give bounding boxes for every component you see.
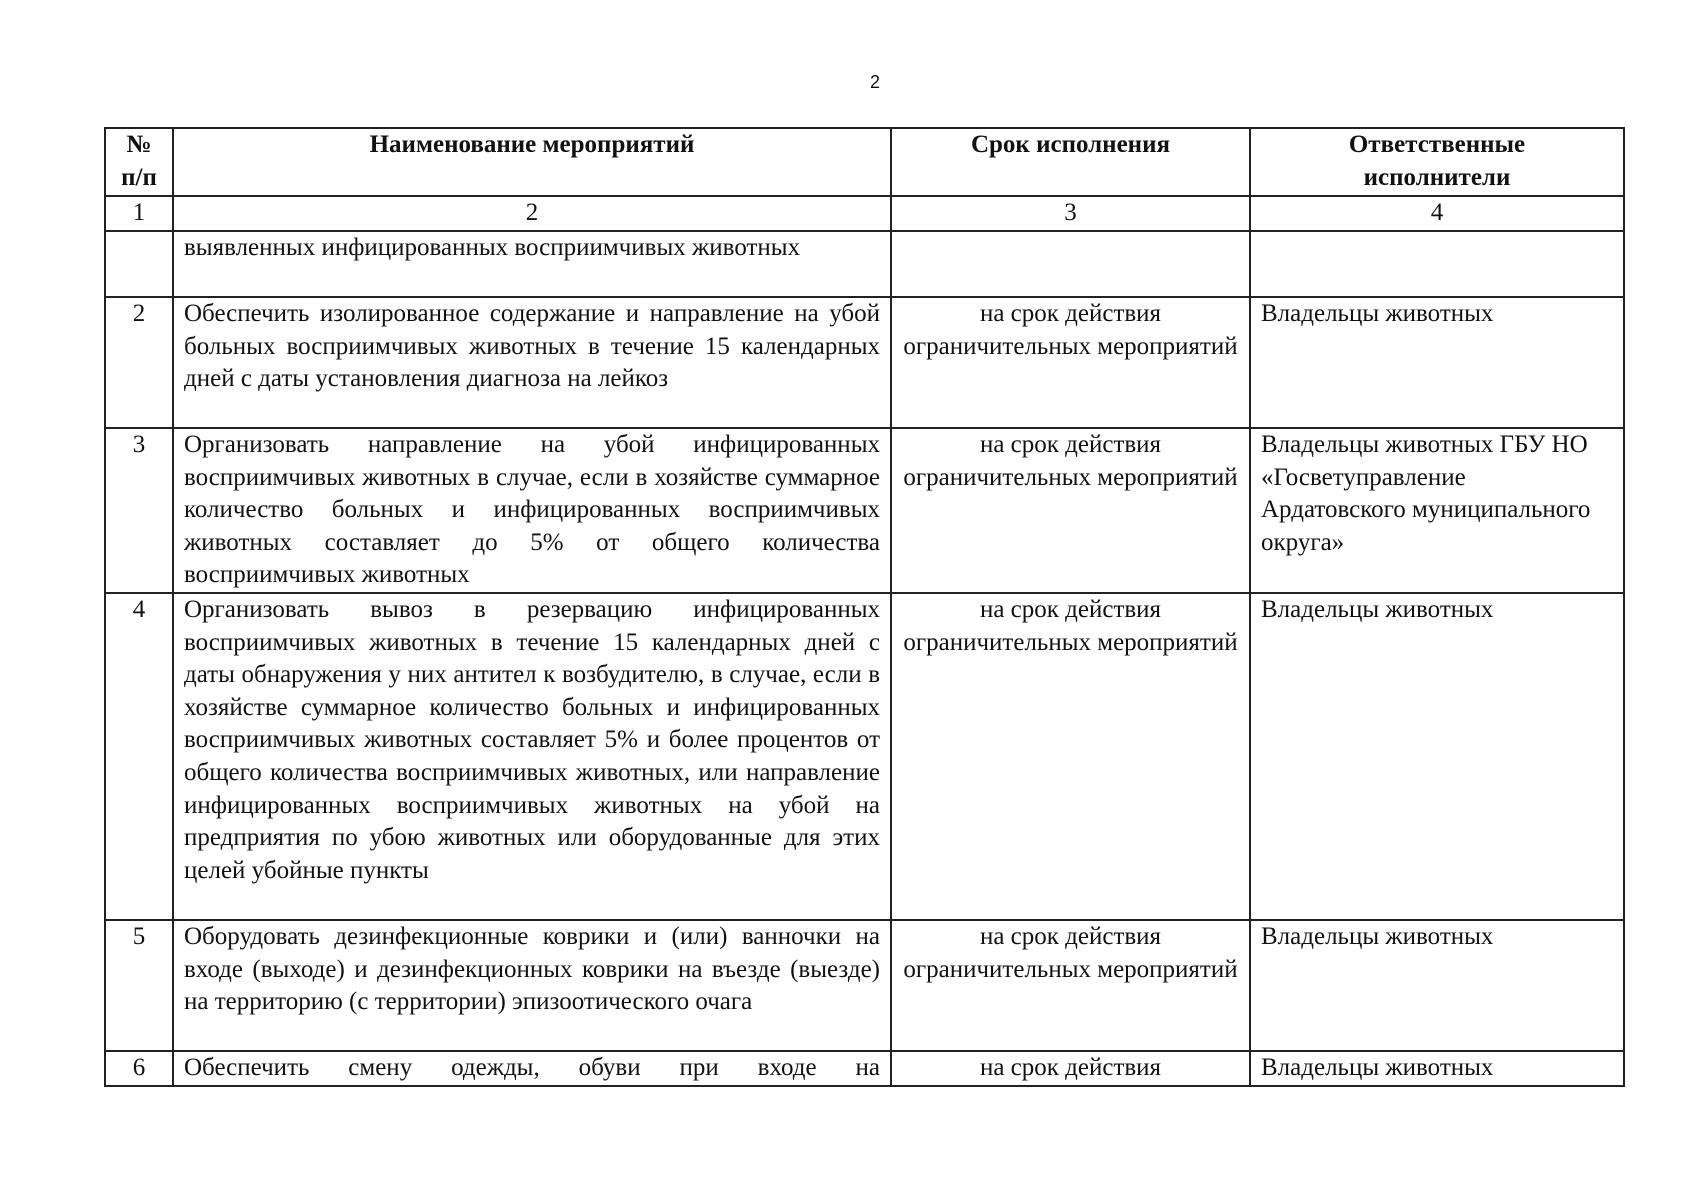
row-number: 3 xyxy=(105,428,173,593)
row-term: на срок действия xyxy=(891,1051,1250,1086)
row-term: на срок действия ограничительных мероприятий xyxy=(891,593,1250,920)
column-number-1: 1 xyxy=(105,196,173,231)
row-term: на срок действия ограничительных мероприятий xyxy=(891,428,1250,593)
row-responsible xyxy=(1250,231,1624,297)
table-row xyxy=(105,1051,1624,1086)
row-measure: Организовать вывоз в резервацию инфицированных восприимчивых животных в течение 15 календарных дней с даты обнаружения у них антител к возбудителю, в случае, если в хозяйстве суммарное количество больных и инфицированных восприимчивых животных составляет 5% и более процентов от общего количества восприимчивых животных, или направление инфицированных восприимчивых животных на убой на предприятия по убою животных или оборудованные для этих целей убойные пункты xyxy=(173,593,891,920)
table-row xyxy=(105,428,1624,593)
table-row xyxy=(105,593,1624,920)
row-responsible: Владельцы животных xyxy=(1250,920,1624,1051)
row-number: 4 xyxy=(105,593,173,920)
column-number-2: 2 xyxy=(173,196,891,231)
row-measure: Организовать направление на убой инфицированных восприимчивых животных в случае, если в хозяйстве суммарное количество больных и инфицированных восприимчивых животных составляет до 5% от общего количества восприимчивых животных xyxy=(173,428,891,593)
row-term xyxy=(891,231,1250,297)
row-responsible: Владельцы животных xyxy=(1250,297,1624,428)
row-measure: Оборудовать дезинфекционные коврики и (или) ванночки на входе (выходе) и дезинфекционных коврики на въезде (выезде) на территорию (с территории) эпизоотического очага xyxy=(173,920,891,1051)
row-measure: Обеспечить смену одежды, обуви при входе на xyxy=(173,1051,891,1086)
table-row xyxy=(105,231,1624,297)
column-number-3: 3 xyxy=(891,196,1250,231)
row-responsible: Владельцы животных xyxy=(1250,1051,1624,1086)
row-responsible: Владельцы животных ГБУ НО «Госветуправление Ардатовского муниципального округа» xyxy=(1250,428,1624,593)
column-numbers-row xyxy=(105,196,1624,231)
header-term: Срок исполнения xyxy=(891,128,1250,196)
row-responsible: Владельцы животных xyxy=(1250,593,1624,920)
row-measure: выявленных инфицированных восприимчивых животных xyxy=(173,231,891,297)
row-term: на срок действия ограничительных мероприятий xyxy=(891,920,1250,1051)
row-number: 2 xyxy=(105,297,173,428)
measures-table xyxy=(104,127,1625,1087)
row-number: 6 xyxy=(105,1051,173,1086)
header-responsible: Ответственные исполнители xyxy=(1250,128,1624,196)
row-number xyxy=(105,231,173,297)
column-number-4: 4 xyxy=(1250,196,1624,231)
table-header-row xyxy=(105,128,1624,196)
page-number: 2 xyxy=(869,72,880,92)
header-measures: Наименование мероприятий xyxy=(173,128,891,196)
header-number: № п/п xyxy=(105,128,173,196)
table-row xyxy=(105,297,1624,428)
row-measure: Обеспечить изолированное содержание и направление на убой больных восприимчивых животных в течение 15 календарных дней с даты установления диагноза на лейкоз xyxy=(173,297,891,428)
row-number: 5 xyxy=(105,920,173,1051)
table-row xyxy=(105,920,1624,1051)
row-term: на срок действия ограничительных мероприятий xyxy=(891,297,1250,428)
